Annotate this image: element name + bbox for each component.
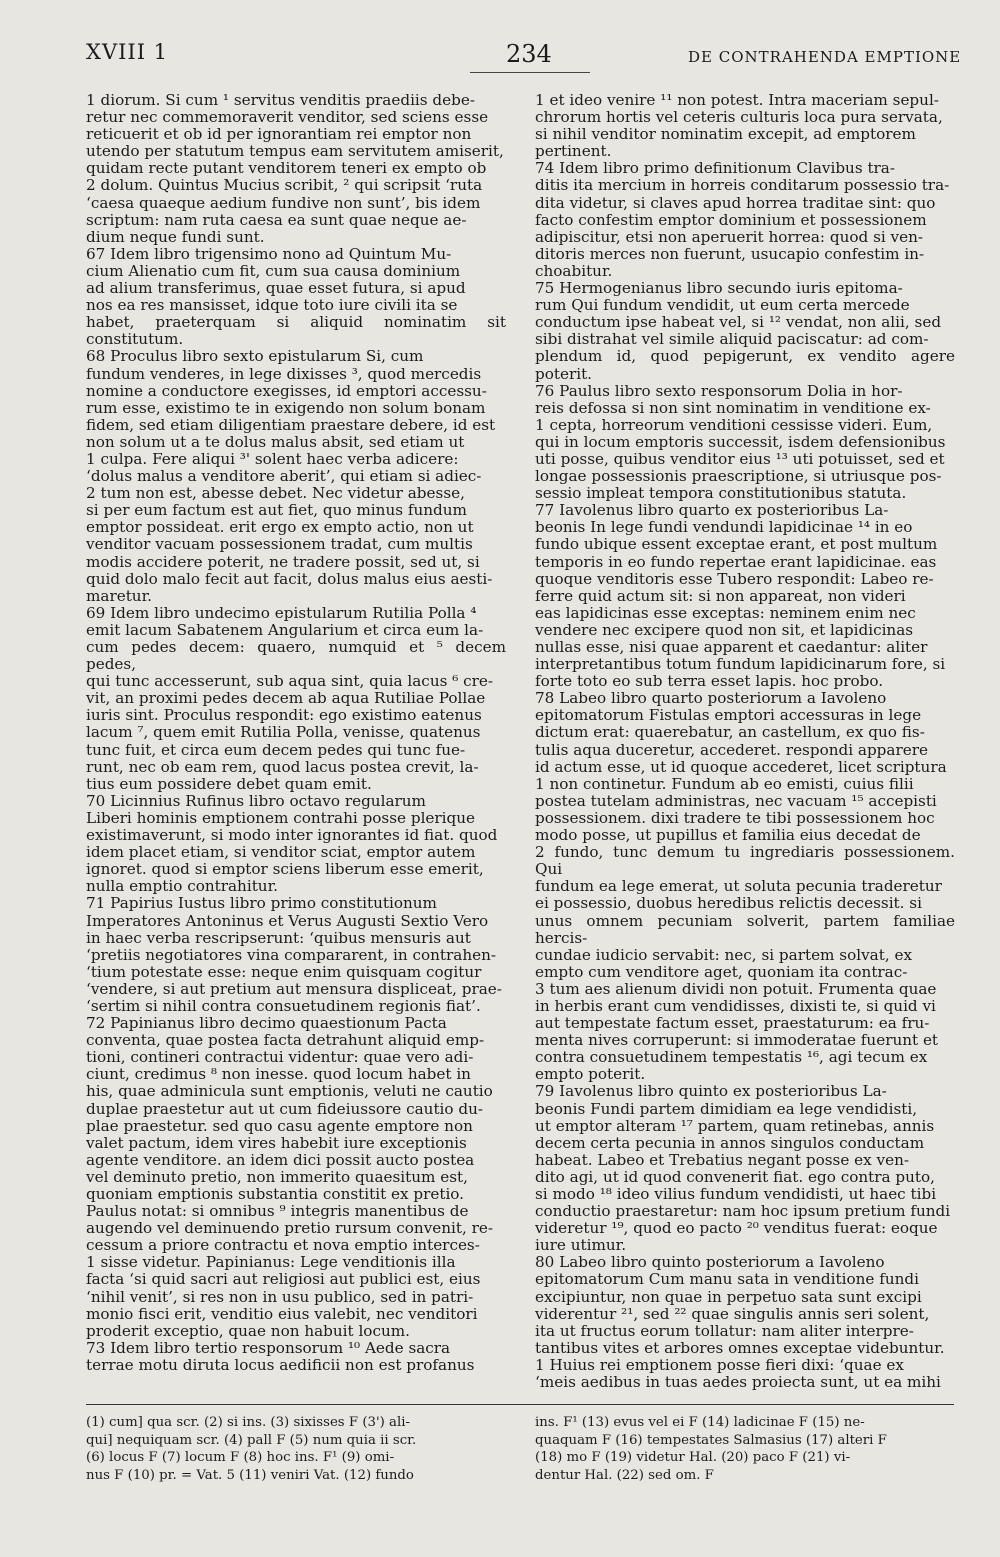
- text-line: 77 Iavolenus libro quarto ex posterioribus La-: [535, 501, 889, 520]
- text-line: quoniam emptionis substantia constitit ex pretio.: [86, 1185, 465, 1203]
- text-line: videretur ¹⁹, quod eo pacto ²⁰ venditus fuerat: eoque: [535, 1219, 938, 1238]
- text-line: dita videtur, si claves apud horrea traditae sint: quo: [535, 193, 936, 212]
- text-line: facto confestim emptor dominium et possessionem: [535, 210, 927, 229]
- text-line: 75 Hermogenianus libro secundo iuris epitoma-: [535, 279, 903, 298]
- text-line: 1 Huius rei emptionem posse fieri dixi: ‘quae ex: [535, 1355, 904, 1374]
- text-line: choabitur.: [535, 261, 613, 280]
- text-line: tius eum possidere debet quam emit.: [86, 774, 372, 793]
- text-line: tantibus vites et arbores omnes exceptae videbuntur.: [535, 1338, 945, 1357]
- text-line: tulis aqua duceretur, accederet. respondi apparere: [535, 740, 928, 759]
- text-line: 2 fundo, tunc demum tu ingrediaris possessionem. Qui: [535, 843, 955, 879]
- text-line: terrae motu diruta locus aedificii non est profanus: [86, 1355, 475, 1374]
- text-line: vel deminuto pretio, non immerito quaesitum est,: [86, 1167, 468, 1186]
- text-line: 1 cepta, horreorum venditioni cessisse videri. Eum,: [535, 415, 933, 434]
- text-line: ferre quid actum sit: si non appareat, non videri: [535, 586, 906, 605]
- text-line: nullas esse, nisi quae apparent et caedantur: aliter: [535, 638, 928, 656]
- text-line: postea tutelam administras, nec vacuam ¹⁵ accepisti: [535, 791, 937, 810]
- text-line: quid dolo malo fecit aut facit, dolus malus eius aesti-: [86, 569, 493, 588]
- text-line: plendum id, quod pepigerunt, ex vendito agere poterit.: [535, 347, 955, 383]
- text-line: in herbis erant cum vendidisses, dixisti te, si quid vi: [535, 996, 936, 1015]
- text-line: habet, praeterquam si aliquid nominatim sit constitutum.: [86, 313, 506, 349]
- text-line: his, quae adminicula sunt emptionis, veluti ne cautio: [86, 1082, 493, 1101]
- text-line: conductum ipse habeat vel, si ¹² vendat, non alii, sed: [535, 313, 942, 332]
- text-line: qui tunc accesserunt, sub aqua sint, quia lacus ⁶ cre-: [86, 672, 494, 691]
- text-line: epitomatorum Fistulas emptori accessuras in lege: [535, 706, 922, 725]
- text-line: proderit exceptio, quae non habuit locum.: [86, 1321, 410, 1340]
- text-line: eas lapidicinas esse exceptas: neminem enim nec: [535, 603, 916, 622]
- text-line: 70 Licinnius Rufinus libro octavo regularum: [86, 791, 426, 810]
- text-line: viderentur ²¹, sed ²² quae singulis annis seri solent,: [535, 1304, 930, 1323]
- text-line: cum pedes decem: quaero, numquid et ⁵ decem pedes,: [86, 638, 506, 674]
- footnote-line: quaquam F (16) tempestates Salmasius (17) alteri F: [535, 1432, 887, 1448]
- text-line: reis defossa si non sint nominatim in venditione ex-: [535, 398, 931, 417]
- text-line: 73 Idem libro tertio responsorum ¹⁰ Aede sacra: [86, 1338, 451, 1357]
- text-line: Imperatores Antoninus et Verus Augusti Sextio Vero: [86, 911, 489, 930]
- text-line: 1 et ideo venire ¹¹ non potest. Intra maceriam sepul-: [535, 91, 939, 109]
- text-line: forte toto eo sub terra esset lapis. hoc probo.: [535, 672, 884, 691]
- text-line: scriptum: nam ruta caesa ea sunt quae neque ae-: [86, 210, 467, 229]
- text-line: 1 diorum. Si cum ¹ servitus venditis praediis debe-: [86, 91, 475, 109]
- left-column: [86, 92, 506, 1374]
- text-line: chrorum hortis vel ceteris culturis loca pura servata,: [535, 108, 943, 127]
- text-line: longae possessionis praescriptione, si utriusque pos-: [535, 467, 942, 486]
- text-line: dito agi, ut id quod convenerit fiat. ego contra puto,: [535, 1167, 935, 1186]
- text-line: 1 sisse videtur. Papinianus: Lege venditionis illa: [86, 1253, 456, 1272]
- text-line: 74 Idem libro primo definitionum Clavibus tra-: [535, 159, 895, 178]
- text-line: fundum ea lege emerat, ut soluta pecunia traderetur: [535, 877, 942, 896]
- text-line: in haec verba rescripserunt: ‘quibus mensuris aut: [86, 928, 471, 947]
- footnote-line: (18) mo F (19) videtur Hal. (20) paco F (21) vi-: [535, 1450, 851, 1466]
- text-line: unus omnem pecuniam solverit, partem familiae hercis-: [535, 911, 955, 947]
- text-line: non solum ut a te dolus malus absit, sed etiam ut: [86, 432, 465, 451]
- text-line: ‘sertim si nihil contra consuetudinem regionis fiat’.: [86, 996, 481, 1015]
- text-line: si modo ¹⁸ ideo vilius fundum vendidisti, ut haec tibi: [535, 1185, 937, 1203]
- text-line: ad alium transferimus, quae esset futura, si apud: [86, 279, 466, 298]
- text-line: epitomatorum Cum manu sata in venditione fundi: [535, 1270, 919, 1289]
- text-line: ‘nihil venit’, si res non in usu publico, sed in patri-: [86, 1287, 474, 1306]
- footnotes-left: [86, 1414, 516, 1484]
- text-line: Paulus notat: si omnibus ⁹ integris manentibus de: [86, 1202, 469, 1221]
- text-line: quoque venditoris esse Tubero respondit: Labeo re-: [535, 569, 934, 588]
- text-line: fundo ubique essent exceptae erant, et post multum: [535, 535, 938, 554]
- text-line: 79 Iavolenus libro quinto ex posterioribus La-: [535, 1082, 887, 1101]
- text-line: iuris sint. Proculus respondit: ego existimo eatenus: [86, 706, 482, 725]
- text-line: lacum ⁷, quem emit Rutilia Polla, venisse, quatenus: [86, 723, 481, 742]
- text-line: ‘caesa quaeque aedium fundive non sunt’, bis idem: [86, 193, 481, 212]
- running-head-left: XVIII 1: [86, 40, 169, 64]
- text-line: vit, an proximi pedes decem ab aqua Rutiliae Pollae: [86, 689, 486, 708]
- text-line: ‘vendere, si aut pretium aut mensura displiceat, prae-: [86, 979, 502, 998]
- text-line: si per eum factum est aut fiet, quo minus fundum: [86, 501, 467, 520]
- text-line: 1 non continetur. Fundum ab eo emisti, cuius filii: [535, 774, 914, 793]
- text-line: rum esse, existimo te in exigendo non solum bonam: [86, 398, 486, 417]
- right-column: [535, 92, 955, 1391]
- text-line: monio fisci erit, venditio eius valebit, nec venditori: [86, 1304, 478, 1323]
- text-line: 68 Proculus libro sexto epistularum Si, cum: [86, 347, 424, 366]
- text-line: qui in locum emptoris successit, isdem defensionibus: [535, 432, 946, 451]
- text-line: tunc fuit, et circa eum decem pedes qui tunc fue-: [86, 740, 466, 759]
- text-line: modo posse, ut pupillus et familia eius decedat de: [535, 826, 921, 845]
- text-line: sibi distrahat vel simile aliquid paciscatur: ad com-: [535, 330, 929, 349]
- text-line: 72 Papinianus libro decimo quaestionum Pacta: [86, 1014, 447, 1033]
- text-line: cium Alienatio cum fit, cum sua causa dominium: [86, 261, 461, 280]
- text-line: emit lacum Sabatenem Angularium et circa eum la-: [86, 620, 484, 639]
- text-line: utendo per statutum tempus eam servitutem amiserit,: [86, 142, 504, 161]
- text-line: 1 culpa. Fere aliqui ³' solent haec verba adicere:: [86, 449, 459, 468]
- text-line: ciunt, credimus ⁸ non inesse. quod locum habet in: [86, 1065, 471, 1084]
- text-line: sessio impleat tempora constitutionibus statuta.: [535, 484, 907, 503]
- text-line: tioni, contineri contractui videntur: quae vero adi-: [86, 1048, 474, 1067]
- text-line: valet pactum, idem vires habebit iure exceptionis: [86, 1133, 467, 1152]
- text-line: beonis Fundi partem dimidiam ea lege vendidisti,: [535, 1099, 918, 1118]
- text-line: dium neque fundi sunt.: [86, 227, 265, 246]
- page-number: 234: [506, 40, 552, 68]
- text-line: maretur.: [86, 586, 153, 605]
- text-line: pertinent.: [535, 142, 612, 161]
- text-line: 2 dolum. Quintus Mucius scribit, ² qui scripsit ‘ruta: [86, 176, 483, 195]
- text-line: decem certa pecunia in annos singulos conductam: [535, 1133, 925, 1152]
- text-line: 78 Labeo libro quarto posteriorum a Iavoleno: [535, 689, 887, 708]
- text-line: rum Qui fundum vendidit, ut eum certa mercede: [535, 296, 910, 315]
- text-line: 80 Labeo libro quinto posteriorum a Iavoleno: [535, 1253, 885, 1272]
- footnote-rule: [86, 1404, 954, 1405]
- text-line: contra consuetudinem tempestatis ¹⁶, agi tecum ex: [535, 1048, 928, 1067]
- text-line: ignoret. quod si emptor sciens liberum esse emerit,: [86, 860, 484, 879]
- text-line: ‘meis aedibus in tuas aedes proiecta sunt, ut ea mihi: [535, 1373, 941, 1392]
- text-line: 67 Idem libro trigensimo nono ad Quintum Mu-: [86, 244, 452, 263]
- text-line: agente venditore. an idem dici possit aucto postea: [86, 1150, 475, 1169]
- text-line: plae praestetur. sed quo casu agente emptore non: [86, 1116, 473, 1135]
- text-line: existimaverunt, si modo inter ignorantes id fiat. quod: [86, 826, 498, 845]
- text-line: augendo vel deminuendo pretio rursum convenit, re-: [86, 1219, 494, 1238]
- footnote-line: nus F (10) pr. = Vat. 5 (11) veniri Vat. (12) fundo: [86, 1467, 414, 1483]
- text-line: duplae praestetur aut ut cum fideiussore cautio du-: [86, 1099, 484, 1118]
- text-line: reticuerit et ob id per ignorantiam rei emptor non: [86, 125, 472, 144]
- text-line: cundae iudicio servabit: nec, si partem solvat, ex: [535, 945, 913, 964]
- text-line: cessum a priore contractu et nova emptio interces-: [86, 1236, 480, 1255]
- text-line: 3 tum aes alienum dividi non potuit. Frumenta quae: [535, 979, 937, 998]
- text-line: quidam recte putant venditorem teneri ex empto ob: [86, 159, 487, 178]
- text-line: ut emptor alteram ¹⁷ partem, quam retinebas, annis: [535, 1116, 935, 1135]
- text-line: id actum esse, ut id quoque accederet, licet scriptura: [535, 757, 947, 776]
- text-line: ‘tium potestate esse: neque enim quisquam cogitur: [86, 962, 482, 981]
- text-line: temporis in eo fundo repertae erant lapidicinae. eas: [535, 552, 937, 571]
- text-line: Liberi hominis emptionem contrahi posse plerique: [86, 808, 476, 827]
- text-line: adipiscitur, etsi non aperuerit horrea: quod si ven-: [535, 227, 924, 246]
- text-line: 2 tum non est, abesse debet. Nec videtur abesse,: [86, 484, 465, 503]
- text-line: fidem, sed etiam diligentiam praestare debere, id est: [86, 415, 496, 434]
- text-line: beonis In lege fundi vendundi lapidicinae ¹⁴ in eo: [535, 518, 913, 537]
- footnotes-right: [535, 1414, 965, 1484]
- text-line: habeat. Labeo et Trebatius negant posse ex ven-: [535, 1150, 910, 1169]
- text-line: ditis ita mercium in horreis conditarum possessio tra-: [535, 176, 950, 195]
- text-line: nos ea res mansisset, idque toto iure civili ita se: [86, 296, 458, 315]
- text-line: nomine a conductore exegisses, id emptori accessu-: [86, 381, 487, 400]
- text-line: nulla emptio contrahitur.: [86, 877, 278, 896]
- text-line: conductio praestaretur: nam hoc ipsum pretium fundi: [535, 1202, 951, 1221]
- text-line: uti posse, quibus venditor eius ¹³ uti potuisset, sed et: [535, 449, 945, 468]
- text-line: ‘dolus malus a venditore aberit’, qui etiam si adiec-: [86, 467, 482, 486]
- footnote-line: (1) cum] qua scr. (2) si ins. (3) sixisses F (3') ali-: [86, 1415, 410, 1430]
- text-line: si nihil venditor nominatim excepit, ad emptorem: [535, 125, 916, 144]
- footnote-line: dentur Hal. (22) sed om. F: [535, 1467, 714, 1483]
- text-line: iure utimur.: [535, 1236, 627, 1255]
- text-line: modis accidere poterit, ne tradere possit, sed ut, si: [86, 552, 480, 571]
- text-line: facta ‘si quid sacri aut religiosi aut publici est, eius: [86, 1270, 481, 1289]
- text-line: ita ut fructus eorum tollatur: nam aliter interpre-: [535, 1321, 914, 1340]
- footnote-line: ins. F¹ (13) evus vel ei F (14) ladicinae F (15) ne-: [535, 1415, 865, 1430]
- text-line: ei possessio, duobus heredibus relictis decessit. si: [535, 894, 922, 913]
- text-line: ditoris merces non fuerunt, usucapio confestim in-: [535, 244, 925, 263]
- text-line: aut tempestate factum esset, praestaturum: ea fru-: [535, 1014, 930, 1033]
- text-line: empto poterit.: [535, 1065, 646, 1084]
- header-rule: [470, 72, 590, 73]
- text-line: conventa, quae postea facta detrahunt aliquid emp-: [86, 1031, 485, 1050]
- running-head-right: DE CONTRAHENDA EMPTIONE: [688, 48, 962, 66]
- text-line: possessionem. dixi tradere te tibi possessionem hoc: [535, 808, 935, 827]
- text-line: dictum erat: quaerebatur, an castellum, ex quo fis-: [535, 723, 925, 742]
- text-line: 71 Papirius Iustus libro primo constitutionum: [86, 894, 437, 913]
- footnote-line: qui] nequiquam scr. (4) pall F (5) num quia ii scr.: [86, 1432, 417, 1448]
- text-line: venditor vacuam possessionem tradat, cum multis: [86, 535, 473, 554]
- footnote-line: (6) locus F (7) locum F (8) hoc ins. F¹ (9) omi-: [86, 1450, 395, 1466]
- text-line: excipiuntur, non quae in perpetuo sata sunt excipi: [535, 1287, 922, 1306]
- text-line: vendere nec excipere quod non sit, et lapidicinas: [535, 620, 914, 639]
- text-line: ‘pretiis negotiatores vina compararent, in contrahen-: [86, 945, 497, 964]
- text-line: runt, nec ob eam rem, quod lacus postea crevit, la-: [86, 757, 479, 776]
- text-line: fundum venderes, in lege dixisses ³, quod mercedis: [86, 364, 482, 383]
- text-line: interpretantibus totum fundum lapidicinarum fore, si: [535, 655, 946, 674]
- text-line: empto cum venditore aget, quoniam ita contrac-: [535, 962, 908, 981]
- text-line: retur nec commemoraverit venditor, sed sciens esse: [86, 108, 489, 127]
- text-line: 76 Paulus libro sexto responsorum Dolia in hor-: [535, 381, 903, 400]
- text-line: 69 Idem libro undecimo epistularum Rutilia Polla ⁴: [86, 603, 477, 622]
- text-line: emptor possideat. erit ergo ex empto actio, non ut: [86, 518, 474, 537]
- text-line: menta nives corruperunt: si immoderatae fuerunt et: [535, 1031, 939, 1050]
- text-line: idem placet etiam, si venditor sciat, emptor autem: [86, 843, 476, 862]
